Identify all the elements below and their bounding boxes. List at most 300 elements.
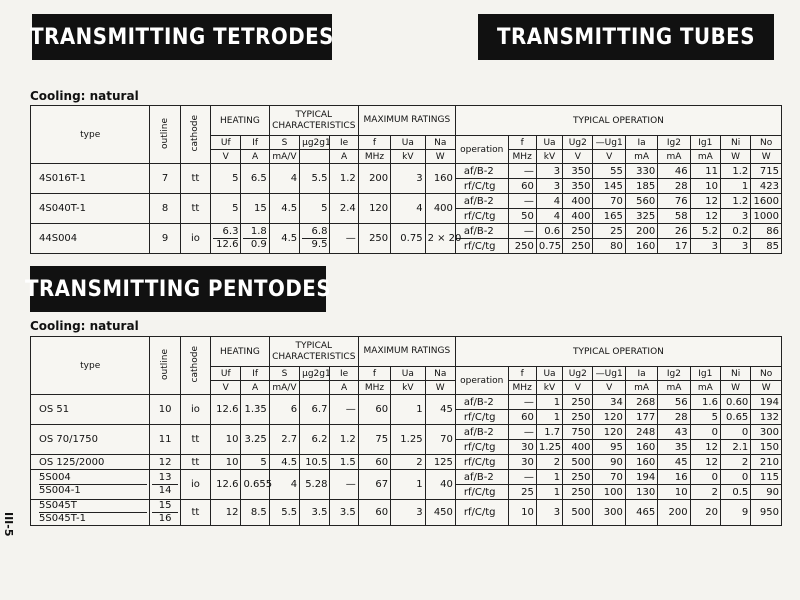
op-ni-value: 2.1: [720, 440, 750, 455]
unit: mA: [658, 381, 690, 395]
h-na: Na: [425, 367, 455, 381]
col-type: type: [31, 337, 150, 395]
operation-mode: rf/C/tg: [455, 440, 508, 455]
operation-mode: rf/C/tg: [455, 410, 508, 425]
operation-mode: af/B-2: [455, 164, 508, 179]
op-ug2-value: 500: [563, 455, 593, 470]
outline-value: 15 16: [150, 500, 180, 526]
op-ig2-value: 28: [658, 179, 690, 194]
cathode-value: tt: [180, 425, 210, 455]
h-s: S: [269, 367, 299, 381]
op-ig1-value: 11: [690, 164, 720, 179]
op-ig2-value: 43: [658, 425, 690, 440]
unit: kV: [536, 150, 562, 164]
op-ig2-value: 35: [658, 440, 690, 455]
col-heating: HEATING: [211, 106, 270, 136]
op-ig1-value: 10: [690, 179, 720, 194]
if-value: 5: [241, 455, 269, 470]
op-ia-value: 200: [625, 224, 657, 239]
operation-mode: af/B-2: [455, 425, 508, 440]
operation-mode: rf/C/tg: [455, 179, 508, 194]
h-op-ug2: Ug2: [563, 136, 593, 150]
cathode-value: io: [180, 395, 210, 425]
na-value: 2 × 20: [425, 224, 455, 254]
op-ig1-value: 12: [690, 440, 720, 455]
table-row: [31, 425, 782, 440]
if-value: 3.25: [241, 425, 269, 455]
ie-value: —: [330, 470, 358, 500]
h-op-ug1: —Ug1: [593, 367, 625, 381]
unit: W: [720, 150, 750, 164]
op-ua-value: 1.7: [536, 425, 562, 440]
col-typical-char: TYPICAL CHARACTERISTICS: [269, 106, 358, 136]
op-f-value: —: [508, 164, 536, 179]
h-ie: Ie: [330, 136, 358, 150]
op-ug2-value: 350: [563, 179, 593, 194]
uf-value: 5: [211, 164, 241, 194]
col-typical-op: TYPICAL OPERATION: [455, 337, 781, 367]
ie-value: 1.5: [330, 455, 358, 470]
h-op-ni: Ni: [720, 136, 750, 150]
op-f-value: 60: [508, 410, 536, 425]
op-ig2-value: 46: [658, 164, 690, 179]
op-f-value: —: [508, 224, 536, 239]
op-ig1-value: 0: [690, 425, 720, 440]
op-no-value: 210: [751, 455, 782, 470]
h-uf: Uf: [211, 136, 241, 150]
f-value: 250: [358, 224, 390, 254]
op-ug1-value: 80: [593, 239, 625, 254]
unit: [300, 150, 330, 164]
op-ug2-value: 250: [563, 470, 593, 485]
op-no-value: 85: [751, 239, 782, 254]
op-no-value: 132: [751, 410, 782, 425]
ie-value: 1.2: [330, 164, 358, 194]
col-cathode: cathode: [180, 337, 210, 395]
op-ig2-value: 76: [658, 194, 690, 209]
op-ni-value: 0: [720, 425, 750, 440]
h-op-ig1: Ig1: [690, 367, 720, 381]
unit: V: [593, 381, 625, 395]
op-no-value: 86: [751, 224, 782, 239]
h-na: Na: [425, 136, 455, 150]
op-ua-value: 0.75: [536, 239, 562, 254]
s-value: 4.5: [269, 455, 299, 470]
h-if: If: [241, 136, 269, 150]
unit: [300, 381, 330, 395]
ie-value: —: [330, 224, 358, 254]
op-ia-value: 160: [625, 440, 657, 455]
ie-value: 2.4: [330, 194, 358, 224]
op-ug1-value: 100: [593, 485, 625, 500]
op-ug1-value: 145: [593, 179, 625, 194]
unit: mA: [625, 150, 657, 164]
h-operation: operation: [455, 367, 508, 395]
col-cathode: cathode: [180, 106, 210, 164]
op-ni-value: 9: [720, 500, 750, 526]
op-ia-value: 160: [625, 455, 657, 470]
na-value: 45: [425, 395, 455, 425]
op-ug1-value: 90: [593, 455, 625, 470]
tube-type: OS 51: [31, 395, 150, 425]
banner-tubes: TRANSMITTING TUBES: [478, 14, 774, 60]
op-f-value: 30: [508, 455, 536, 470]
s-value: 4.5: [269, 224, 299, 254]
tube-type: 4S016T-1: [31, 164, 150, 194]
h-ua: Ua: [391, 367, 425, 381]
ua-value: 1.25: [391, 425, 425, 455]
mu-value: 5.5: [300, 164, 330, 194]
op-ug2-value: 250: [563, 239, 593, 254]
unit: mA/V: [269, 150, 299, 164]
op-ug1-value: 55: [593, 164, 625, 179]
op-no-value: 150: [751, 440, 782, 455]
op-ig1-value: 5.2: [690, 224, 720, 239]
op-ia-value: 325: [625, 209, 657, 224]
f-value: 60: [358, 395, 390, 425]
h-f: f: [358, 367, 390, 381]
op-ua-value: 1: [536, 470, 562, 485]
operation-mode: rf/C/tg: [455, 485, 508, 500]
cathode-value: tt: [180, 164, 210, 194]
banner-tetrodes: TRANSMITTING TETRODES: [32, 14, 332, 60]
op-ia-value: 330: [625, 164, 657, 179]
op-ua-value: 0.6: [536, 224, 562, 239]
h-op-ua: Ua: [536, 367, 562, 381]
op-ig1-value: 1.6: [690, 395, 720, 410]
tetrodes-body: [31, 164, 782, 254]
mu-value: 6.2: [300, 425, 330, 455]
cooling-label-pentodes: Cooling: natural: [30, 319, 139, 333]
cooling-label-tetrodes: Cooling: natural: [30, 89, 139, 103]
table-row: [31, 395, 782, 410]
op-ua-value: 4: [536, 194, 562, 209]
f-value: 60: [358, 455, 390, 470]
tube-type: OS 125/2000: [31, 455, 150, 470]
f-value: 67: [358, 470, 390, 500]
op-ni-value: 0.65: [720, 410, 750, 425]
col-maximum: MAXIMUM RATINGS: [358, 106, 455, 136]
s-value: 4.5: [269, 194, 299, 224]
f-value: 75: [358, 425, 390, 455]
table-row: [31, 194, 782, 209]
tube-type: 4S040T-1: [31, 194, 150, 224]
col-typical-char: TYPICAL CHARACTERISTICS: [269, 337, 358, 367]
op-ug1-value: 25: [593, 224, 625, 239]
h-op-ni: Ni: [720, 367, 750, 381]
na-value: 70: [425, 425, 455, 455]
op-no-value: 1600: [751, 194, 782, 209]
na-value: 160: [425, 164, 455, 194]
op-ug1-value: 300: [593, 500, 625, 526]
op-ia-value: 160: [625, 239, 657, 254]
pentodes-table: [30, 336, 782, 526]
unit: mA: [690, 381, 720, 395]
op-f-value: —: [508, 470, 536, 485]
s-value: 5.5: [269, 500, 299, 526]
op-no-value: 115: [751, 470, 782, 485]
col-heating: HEATING: [211, 337, 270, 367]
op-ni-value: 1.2: [720, 164, 750, 179]
unit: kV: [391, 381, 425, 395]
unit: MHz: [358, 381, 390, 395]
h-f: f: [358, 136, 390, 150]
s-value: 4: [269, 470, 299, 500]
op-ug2-value: 350: [563, 164, 593, 179]
op-ig1-value: 2: [690, 485, 720, 500]
h-if: If: [241, 367, 269, 381]
mu-value: 6.8 9.5: [300, 224, 330, 254]
na-value: 125: [425, 455, 455, 470]
operation-mode: rf/C/tg: [455, 455, 508, 470]
op-ua-value: 3: [536, 500, 562, 526]
outline-value: 13 14: [150, 470, 180, 500]
op-ig2-value: 17: [658, 239, 690, 254]
op-ua-value: 1.25: [536, 440, 562, 455]
op-no-value: 300: [751, 425, 782, 440]
h-op-ig2: Ig2: [658, 367, 690, 381]
operation-mode: rf/C/tg: [455, 209, 508, 224]
outline-value: 7: [150, 164, 180, 194]
op-ig2-value: 26: [658, 224, 690, 239]
operation-mode: af/B-2: [455, 395, 508, 410]
uf-value: 12.6: [211, 395, 241, 425]
unit: A: [241, 150, 269, 164]
op-ua-value: 1: [536, 395, 562, 410]
uf-value: 10: [211, 425, 241, 455]
op-ni-value: 0: [720, 470, 750, 485]
op-ia-value: 194: [625, 470, 657, 485]
operation-mode: rf/C/tg: [455, 500, 508, 526]
op-ig2-value: 58: [658, 209, 690, 224]
unit: kV: [391, 150, 425, 164]
op-ug2-value: 400: [563, 209, 593, 224]
unit: A: [330, 150, 358, 164]
pentodes-body: [31, 395, 782, 526]
unit: W: [751, 150, 782, 164]
outline-value: 8: [150, 194, 180, 224]
op-no-value: 90: [751, 485, 782, 500]
s-value: 6: [269, 395, 299, 425]
unit: V: [211, 150, 241, 164]
table-row: [31, 164, 782, 179]
h-ie: Ie: [330, 367, 358, 381]
banner-pentodes: TRANSMITTING PENTODES: [30, 266, 326, 312]
tetrodes-table: [30, 105, 782, 254]
s-value: 2.7: [269, 425, 299, 455]
op-ig2-value: 16: [658, 470, 690, 485]
if-value: 1.35: [241, 395, 269, 425]
h-op-ug1: —Ug1: [593, 136, 625, 150]
op-ug1-value: 70: [593, 470, 625, 485]
op-ig2-value: 10: [658, 485, 690, 500]
if-value: 0.655: [241, 470, 269, 500]
h-op-f: f: [508, 367, 536, 381]
op-ug1-value: 120: [593, 410, 625, 425]
page-number: III-5: [2, 512, 15, 537]
unit: mA: [690, 150, 720, 164]
op-no-value: 715: [751, 164, 782, 179]
op-ig1-value: 5: [690, 410, 720, 425]
table-row: [31, 224, 782, 239]
ua-value: 1: [391, 470, 425, 500]
h-op-ig2: Ig2: [658, 136, 690, 150]
op-ig1-value: 12: [690, 455, 720, 470]
op-no-value: 194: [751, 395, 782, 410]
op-ug2-value: 750: [563, 425, 593, 440]
uf-value: 12.6: [211, 470, 241, 500]
unit: A: [241, 381, 269, 395]
op-ua-value: 2: [536, 455, 562, 470]
if-value: 8.5: [241, 500, 269, 526]
op-ug2-value: 400: [563, 194, 593, 209]
op-ni-value: 3: [720, 209, 750, 224]
op-ni-value: 2: [720, 455, 750, 470]
op-ug1-value: 70: [593, 194, 625, 209]
f-value: 200: [358, 164, 390, 194]
h-ua: Ua: [391, 136, 425, 150]
col-outline: outline: [150, 337, 180, 395]
op-f-value: 50: [508, 209, 536, 224]
operation-mode: rf/C/tg: [455, 239, 508, 254]
h-op-no: No: [751, 136, 782, 150]
h-mu: μg2g1: [300, 367, 330, 381]
unit: MHz: [358, 150, 390, 164]
ua-value: 1: [391, 395, 425, 425]
unit: W: [720, 381, 750, 395]
op-ig2-value: 56: [658, 395, 690, 410]
op-ia-value: 177: [625, 410, 657, 425]
op-ni-value: 0.5: [720, 485, 750, 500]
uf-value: 12: [211, 500, 241, 526]
unit: MHz: [508, 381, 536, 395]
ua-value: 4: [391, 194, 425, 224]
op-no-value: 423: [751, 179, 782, 194]
op-ia-value: 248: [625, 425, 657, 440]
op-f-value: 10: [508, 500, 536, 526]
ie-value: 3.5: [330, 500, 358, 526]
op-ig2-value: 45: [658, 455, 690, 470]
mu-value: 6.7: [300, 395, 330, 425]
table-row: [31, 500, 782, 526]
mu-value: 10.5: [300, 455, 330, 470]
operation-mode: af/B-2: [455, 224, 508, 239]
uf-value: 5: [211, 194, 241, 224]
op-ug1-value: 95: [593, 440, 625, 455]
op-ia-value: 268: [625, 395, 657, 410]
unit: V: [211, 381, 241, 395]
unit: V: [563, 150, 593, 164]
h-s: S: [269, 136, 299, 150]
col-type: type: [31, 106, 150, 164]
mu-value: 5: [300, 194, 330, 224]
tube-type: OS 70/1750: [31, 425, 150, 455]
op-ig1-value: 12: [690, 194, 720, 209]
ua-value: 3: [391, 500, 425, 526]
unit: mA: [625, 381, 657, 395]
col-maximum: MAXIMUM RATINGS: [358, 337, 455, 367]
unit: kV: [536, 381, 562, 395]
op-ni-value: 0.2: [720, 224, 750, 239]
outline-value: 11: [150, 425, 180, 455]
op-ua-value: 4: [536, 209, 562, 224]
h-op-no: No: [751, 367, 782, 381]
op-ug2-value: 400: [563, 440, 593, 455]
op-ia-value: 465: [625, 500, 657, 526]
op-f-value: —: [508, 194, 536, 209]
op-ua-value: 1: [536, 485, 562, 500]
op-f-value: 25: [508, 485, 536, 500]
operation-mode: af/B-2: [455, 194, 508, 209]
op-ug1-value: 34: [593, 395, 625, 410]
h-mu: μg2g1: [300, 136, 330, 150]
h-op-ia: Ia: [625, 136, 657, 150]
op-ig1-value: 0: [690, 470, 720, 485]
na-value: 40: [425, 470, 455, 500]
operation-mode: af/B-2: [455, 470, 508, 485]
op-no-value: 950: [751, 500, 782, 526]
op-ia-value: 185: [625, 179, 657, 194]
if-value: 15: [241, 194, 269, 224]
op-ni-value: 3: [720, 239, 750, 254]
outline-value: 9: [150, 224, 180, 254]
unit: V: [563, 381, 593, 395]
op-f-value: —: [508, 425, 536, 440]
ua-value: 3: [391, 164, 425, 194]
op-ni-value: 0.60: [720, 395, 750, 410]
tube-type: 44S004: [31, 224, 150, 254]
op-ia-value: 130: [625, 485, 657, 500]
op-ig1-value: 20: [690, 500, 720, 526]
unit: mA/V: [269, 381, 299, 395]
cathode-value: tt: [180, 194, 210, 224]
ie-value: —: [330, 395, 358, 425]
s-value: 4: [269, 164, 299, 194]
op-ig1-value: 3: [690, 239, 720, 254]
op-f-value: 60: [508, 179, 536, 194]
outline-value: 12: [150, 455, 180, 470]
op-no-value: 1000: [751, 209, 782, 224]
h-uf: Uf: [211, 367, 241, 381]
col-outline: outline: [150, 106, 180, 164]
h-op-ia: Ia: [625, 367, 657, 381]
op-ni-value: 1.2: [720, 194, 750, 209]
op-ia-value: 560: [625, 194, 657, 209]
mu-value: 5.28: [300, 470, 330, 500]
op-ig1-value: 12: [690, 209, 720, 224]
unit: MHz: [508, 150, 536, 164]
unit: mA: [658, 150, 690, 164]
op-f-value: —: [508, 395, 536, 410]
if-value: 6.5: [241, 164, 269, 194]
ie-value: 1.2: [330, 425, 358, 455]
op-ug2-value: 500: [563, 500, 593, 526]
unit: W: [425, 150, 455, 164]
cathode-value: tt: [180, 455, 210, 470]
op-ua-value: 1: [536, 410, 562, 425]
col-typical-op: TYPICAL OPERATION: [455, 106, 781, 136]
uf-value: 6.3 12.6: [211, 224, 241, 254]
op-f-value: 30: [508, 440, 536, 455]
table-row: [31, 470, 782, 485]
h-op-ig1: Ig1: [690, 136, 720, 150]
h-op-ug2: Ug2: [563, 367, 593, 381]
unit: A: [330, 381, 358, 395]
op-ug2-value: 250: [563, 395, 593, 410]
cathode-value: io: [180, 224, 210, 254]
f-value: 60: [358, 500, 390, 526]
h-operation: operation: [455, 136, 508, 164]
